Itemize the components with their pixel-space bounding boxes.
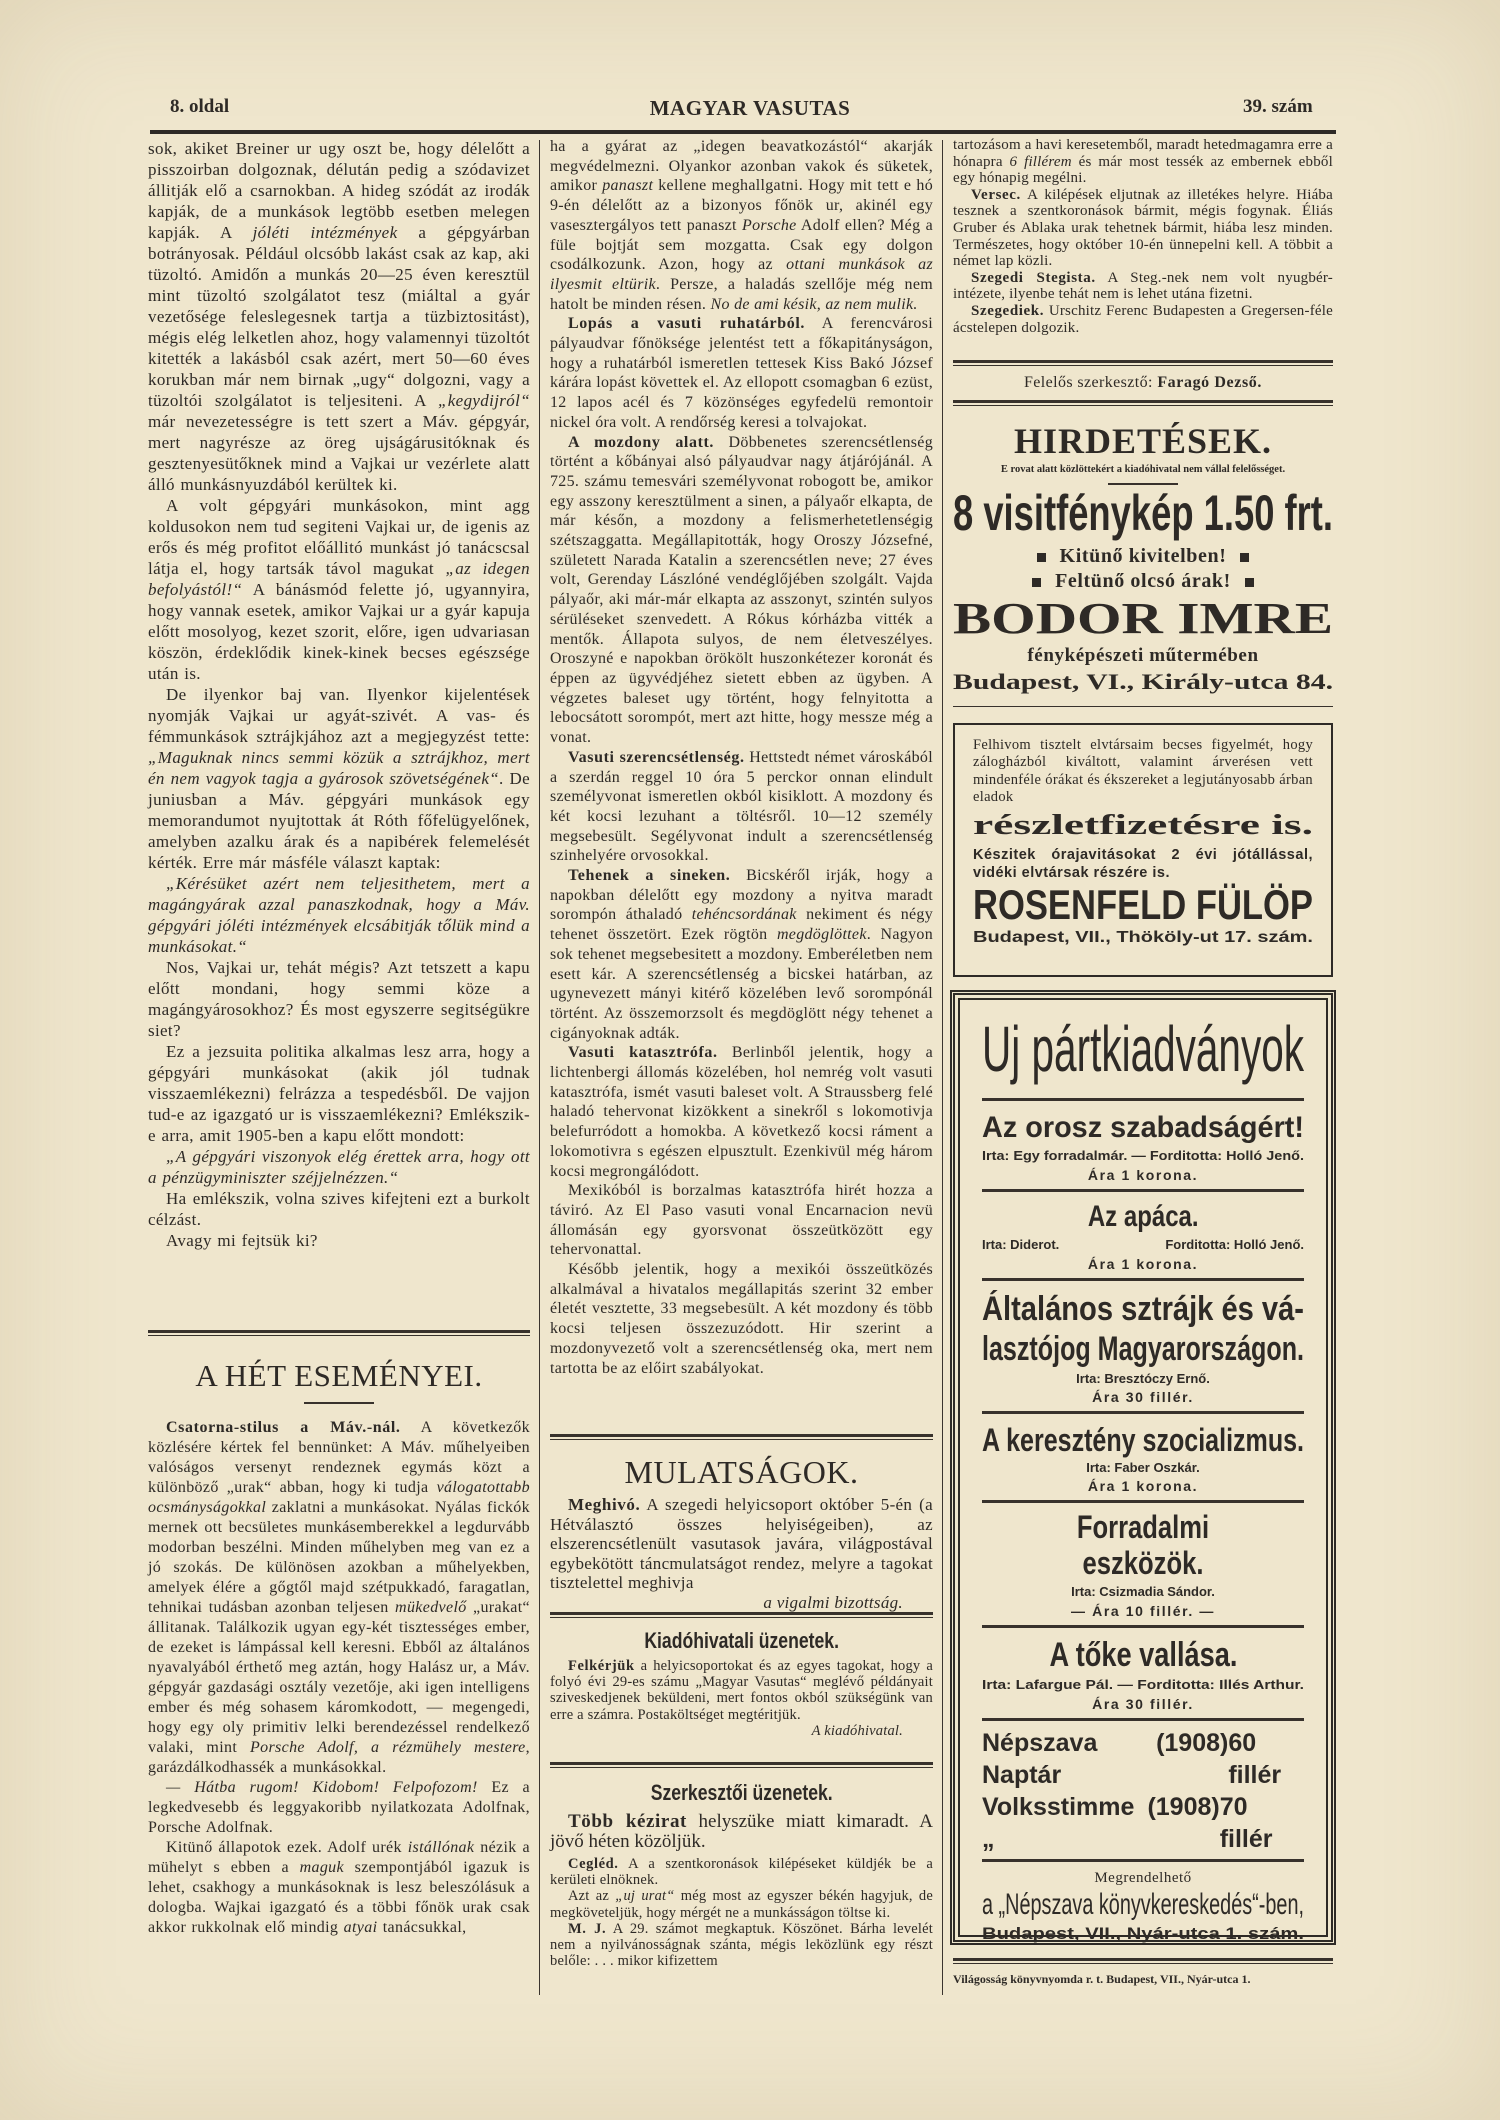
book-author: Irta: Bresztóczy Ernő.: [1076, 1371, 1210, 1386]
text-run: kellene meghallgatni. Hogy mit tett e hó 9-én délelőtt az a bizonyos főnök ur, akinél egy vasesztergályos tett panaszt: [550, 177, 933, 234]
book-price: Ára 30 fillér.: [1092, 1696, 1194, 1712]
book-author-text: Irta: Lafargue Pál. — Forditotta: Illés Arthur.: [982, 1677, 1304, 1692]
article-paragraph: [148, 957, 530, 1041]
text-run: , garázdálkodhassék a munkásokkal.: [148, 1739, 530, 1776]
book-item: [982, 1628, 1304, 1718]
text-run: A ferencvárosi pályaudvar főnöksége jelentést tett a főkapitányságon, hogy a ruhatárból ismeretlen tettesek Kiss Bakó József kárára lopást követtek el. Az ellopott csomagban 6 ezüst, 12 lapos acél és 7 közönséges egyfedelü remontoir nickel óra volt. A rendőrség keresi a tolvajokat.: [550, 315, 934, 431]
text-run: és már most tessék az embernek ebből egy hónapig megélni.: [953, 153, 1333, 187]
book-item: [982, 1414, 1304, 1500]
article-paragraph: [550, 137, 933, 314]
text-run: szempontjából igazuk is lehet, csakhogy a munkásoknak is lesz beleszólásuk a dologba. Wajkai igazgató és a többi főnök urak csak akkor rukkolnak elő mindig: [148, 1859, 530, 1936]
calendar-name: Népszava Naptár: [982, 1729, 1098, 1789]
article-paragraph: [550, 314, 933, 432]
ad-inner-frame: [958, 998, 1328, 1943]
editor-name: Faragó Dezső.: [1157, 374, 1262, 391]
publisher-message: [550, 1658, 933, 1739]
text-run: nekiment és négy tehenet összetört. Ezek rögtön: [550, 906, 933, 944]
article-paragraph: [148, 1230, 530, 1251]
calendar-price: 60 fillér: [1228, 1729, 1282, 1789]
news-column: [550, 137, 933, 1378]
paragraph-lead: Vasuti szerencsétlenség.: [568, 748, 745, 766]
book-author: Irta: Diderot.: [982, 1237, 1060, 1252]
article-paragraph: [148, 1778, 530, 1838]
rule: [953, 400, 1333, 406]
book-title: [982, 1200, 1304, 1234]
text-run: Urschitz Ferenc Budapesten a Gregersen-féle ácstelepen dolgozik.: [953, 302, 1333, 336]
text-run: A a szentkoronások kilépéseket küldjék be a kerületi elnöknek.: [550, 1856, 933, 1889]
text-run: Berlinből jelentik, hogy a lichtenbergi állomás közelében, hol nemrég volt vasuti katasztrófa, ismét vasuti baleset volt. A Straussberg felé haladó tehervonat kizökkent a sinekről s lokomotivja belefurródott a homokba. A következő kocsi ráment a lokomotivra s egészen elpusztult. Ezenkivül még három kocsi megrongálódott.: [550, 1044, 934, 1180]
italic-text: válogatottabb ocsmányságokkal: [148, 1479, 530, 1516]
italic-text: panaszt: [602, 177, 654, 195]
ad-highlight: [973, 808, 1313, 844]
editor-lead-message: [550, 1812, 933, 1852]
text-run: A 29. számot megkaptuk. Köszönet. Bárha levelét nem a nyilvánosságnak szánta, mégis leközlünk egy részt belőle: . . . mikor kifizettem: [550, 1920, 933, 1970]
section-rule: [148, 1330, 530, 1336]
article-paragraph: [550, 1888, 933, 1920]
text-run: ha a gyárat az „idegen beavatkozástól“ akarják megvédelmezni. Olyankor azonban vakok és süketek, amikor: [550, 138, 933, 195]
section-heading: A HÉT ESEMÉNYEI.: [195, 1358, 483, 1393]
article-paragraph: [550, 1658, 933, 1723]
article-paragraph: [550, 1856, 933, 1888]
heading-text: Szerkesztői üzenetek.: [650, 1780, 833, 1805]
article-paragraph: [148, 138, 530, 495]
book-title-text: Az orosz szabadságért!: [982, 1111, 1304, 1144]
book-title: [982, 1422, 1304, 1458]
section-heading: [550, 1628, 933, 1654]
week-events-section: [148, 1330, 530, 1938]
article-paragraph: [148, 873, 530, 957]
bookshop-address: [982, 1923, 1304, 1945]
article-paragraph: [953, 187, 1333, 270]
book-author: [982, 1145, 1304, 1167]
text-run: Hettstedt német városkából a szerdán reggel 10 óra 5 perckor onnan elindult személyvonat ismeretlen okból kisiklott. A mozdony és két kocsi lezuhant a töltésről. 10—12 személy megsebesült. Segélyvonat indult a szerencsétlenség szinhelyére orvosokkal.: [550, 748, 933, 865]
book-title-text: Az apáca.: [1087, 1200, 1199, 1233]
italic-text: „Kérésüket azért nem teljesithetem, mert a magángyárak azzal panaszkodnak, hogy a Máv. gépgyári jóléti intézmények elcsábitják tőlük mind a munkásokat.“: [148, 874, 530, 956]
calendar-year: (1908): [1156, 1729, 1229, 1757]
paragraph-lead: A mozdony alatt.: [568, 433, 715, 451]
square-bullet-icon: [1032, 578, 1041, 587]
text-run: sok, akiket Breiner ur ugy oszt be, hogy délelőtt a pisszoirban dolgoznak, délután pedig a szódavizet állitják elő a csarnokban. A hideg szódát az irodák kapják, de a munkások legtöbb esetben melegen kapják. A: [148, 139, 530, 242]
calendar-item: [982, 1727, 1304, 1791]
paragraph-lead: Lopás a vasuti ruhatárból.: [568, 315, 805, 333]
paragraph-lead: Felkérjük: [568, 1658, 635, 1674]
section-rule: [550, 1434, 933, 1440]
italic-text: — Hátba rugom! Kidobom! Felpofozom!: [166, 1779, 478, 1796]
square-bullet-icon: [1240, 553, 1249, 562]
text-run: De ilyenkor baj van. Ilyenkor kijelentések nyomják Vajkai ur agyát-szivét. A vas- és fémmunkások sztrájkjához azt a megjegyzést tette:: [148, 685, 530, 746]
article-paragraph: [148, 495, 530, 684]
book-price: Ára 1 korona.: [1087, 1478, 1199, 1494]
text-run: Nos, Vajkai ur, tehát mégis? Azt tetszett a kapu előtt mondani, hogy semmi köze a magángyárosokhoz? És most egyszerre segitségükre siet?: [148, 958, 530, 1040]
header-rule: [150, 130, 1336, 134]
rule: [953, 706, 1333, 707]
article-paragraph: [148, 1041, 530, 1146]
text-run: . De juniusban a Máv. gépgyári munkások egy memorandumot nyujtottak át Róth főfelügyelőnek, amelyben azalku árak és a napibérek felemelését kérték. Erre már másféle választ kaptak:: [148, 769, 530, 872]
text-run: A kilépések eljutnak az illetékes helyre. Hiába tesznek a szentkoronások bármit, mégis fogynak. Éliás Gruber és Ablaka urak tehetnek bármit, hiába lesz minden. Természetes, hogy október 10-én ünnepelni kell. A többit a német lap közli.: [953, 186, 1333, 270]
paragraph-lead: Több kézirat: [568, 1811, 687, 1832]
book-item: [982, 1192, 1304, 1278]
paragraph-lead: Versec.: [971, 186, 1021, 203]
highlight-text: részletfizetésre is.: [973, 810, 1313, 842]
text-run: Később jelentik, hogy a mexikói összeütközés alkalmával a hivatalos megállapitás szerint 32 ember életét vesztette, 33 megsebesült. A két mozdony és több kocsi teljesen összezuzódott. Hir szerint a mozdonyvezető volt a szerencsétlenség oka, mert nem tartotta be az előirt szabályokat.: [550, 1261, 933, 1377]
paragraph-lead: Csatorna-stilus a Máv.-nál.: [166, 1419, 401, 1436]
calendar-name: Volksstimme „: [982, 1793, 1135, 1853]
book-title: [982, 1111, 1304, 1145]
article-paragraph: [148, 1838, 530, 1938]
text-run: a gépgyárban botrányosak. Például olcsóbb lakást csak az kap, aki tüzoltó. Amidőn a munkás 20—25 éven keresztül mint tüzoltó szolgálatot tesz (miáltal a gyár vezetősége feleslegesnek tartja a tüzbiztositást), mégis elég lelketlen ahoz, hogy valamennyi tüzoltót kitették a lakásból csak azért, mert 50—60 éves korukban már nem birnak „ugy“ dolgozni, vagy a tüzoltói szolgálatot is teljesiteni. A: [148, 223, 530, 410]
text-run: Bicskéről irják, hogy a napokban délelőtt egy mozdony a nyitva maradt sorompón áthaladó: [550, 867, 933, 924]
section-rule: [550, 1762, 933, 1768]
issue-number: 39. szám: [1243, 96, 1313, 117]
address-text: Budapest, VII., Thököly-ut 17. szám.: [973, 929, 1313, 947]
text-run: Adolf ellen? Még a füle bojtját sem mozgatta. Csak egy dolgon csodálkozunk. Azon, hogy az: [550, 216, 933, 274]
article-paragraph: [953, 270, 1333, 303]
paragraph-lead: Szegediek.: [971, 302, 1045, 319]
publisher-messages-section: [550, 1612, 933, 1739]
book-item: [982, 1281, 1304, 1411]
ads-header: [953, 420, 1333, 485]
watchmaker-address: [973, 928, 1313, 948]
studio-label: fényképészeti műtermében: [1027, 645, 1259, 666]
square-bullet-icon: [1037, 553, 1046, 562]
text-run: még most az egyszer békén hagyjuk, de megköveteljük, hogy mérgét ne a munkásságon töltse ki.: [550, 1888, 934, 1921]
text-run: Ez a jezsuita politika alkalmas lesz arra, hogy a gépgyári munkásokat (akik jól tudnak visszaemlékezni) felrázza a tespedésből. De vajjon tud-e az igazgató ur is visszaemlékezni? Emlékszik-e arra, amit 1905-ben a kapu előtt mondott:: [148, 1042, 530, 1145]
headline-text: 8 visitfénykép 1.50 frt.: [953, 485, 1333, 541]
calendar-year: (1908): [1147, 1793, 1220, 1821]
italic-text: „kegydijról“: [437, 391, 530, 410]
book-title-text: Forradalmi eszközök.: [1076, 1509, 1210, 1581]
italic-text: a vigalmi bizottság.: [763, 1592, 903, 1612]
book-translator: Forditotta: Holló Jenő.: [1165, 1237, 1304, 1252]
article-paragraph: [550, 433, 933, 748]
book-title-text: lasztójog Magyarországon.: [982, 1330, 1304, 1368]
masthead-title: MAGYAR VASUTAS: [649, 96, 851, 120]
book-item: [982, 1503, 1304, 1625]
text-run: zaklatni a munkásokat. Nyálas fickók mernek ott becsületes munkásemberekkel a legdurvább modorban beszélni. Minden műhelyben meg van ez a jó szokás. De különösen azokban a műhelyekben, amelyek élére a gőgtől majd szétpukkadó, faragatlan, tehnikai tudásban azonban teljesen: [148, 1499, 530, 1616]
column-divider: [539, 140, 540, 1995]
party-publications-ad: [950, 990, 1336, 1945]
article-continuation: [148, 138, 530, 1251]
article-paragraph: [953, 137, 1333, 187]
book-author: Irta: Csizmadia Sándor.: [1071, 1584, 1215, 1599]
italic-text: ottani munkások az ilyesmit eltürik: [550, 256, 933, 293]
book-author: Irta: Faber Oszkár.: [1086, 1460, 1200, 1475]
studio-address: [953, 668, 1333, 696]
text-run: nézik a mühelyt s ebben a: [148, 1839, 530, 1876]
ad-line-text: Kitünő kivitelben!: [1059, 545, 1227, 567]
text-run: Ez a legkedvesebb és leggyakoribb nyilatkozata Adolfnak, Porsche Adolfnak.: [148, 1779, 530, 1836]
article-paragraph: [550, 1260, 933, 1378]
italic-text: istállónak: [407, 1839, 475, 1856]
calendar-price: 70 fillér: [1219, 1793, 1273, 1853]
section-heading: [550, 1780, 933, 1806]
book-title-text: A keresztény szocializmus.: [982, 1422, 1304, 1458]
entertainment-section: [550, 1434, 933, 1612]
text-run: tartozásom a havi keresetemből, maradt hetedmagamra erre a hónapra: [953, 137, 1333, 170]
italic-text: No de ami késik, az nem mulik.: [710, 295, 918, 313]
footer-rule: [953, 1958, 1333, 1964]
text-run: A bánásmód felette jó, ugyannyira, hogy vannak esetek, amikor Vajkai ur a gyár kapuja előtt mosolyog, kezet szorit, előre, igen udvariasan köszön, érdeklődik kinek-kinek becses egészsége után is.: [148, 580, 530, 683]
ad-headline: [953, 486, 1333, 540]
text-run: . Nagyon sok tehenet megsebesitett a mozdony. Emberéletben nem esett kár. A szerencsétlenség a bicskei határban, az ugynevezett mányi kitérő közelében levő sorompónál történt. Az összemorzsolt és megdöglött négy tehenet a cigányoknak adták.: [550, 926, 933, 1042]
ad-repair: Készitek órajavitásokat 2 évi jótállással, vidéki elvtársak részére is.: [973, 847, 1313, 882]
column-divider: [942, 140, 943, 1995]
events-list: [148, 1418, 530, 1938]
editor-notes: [953, 137, 1333, 336]
name-text: ROSENFELD FÜLÖP: [973, 881, 1313, 929]
ads-heading: HIRDETÉSEK.: [1013, 421, 1273, 461]
italic-text: Porsche: [742, 216, 797, 234]
paragraph-lead: Meghivó.: [568, 1495, 641, 1514]
italic-text: „A gépgyári viszonyok elég érettek arra, hogy ott a pénzügyminiszter széjjelnézzen.“: [148, 1147, 530, 1187]
italic-text: Porsche Adolf, a rézmühely mestere: [250, 1739, 526, 1756]
address-text: Budapest, VII., Nyár-utca 1. szám.: [982, 1924, 1304, 1943]
page-number: 8. oldal: [170, 96, 230, 117]
paragraph-lead: Szegedi Stegista.: [971, 269, 1096, 286]
italic-text: „az idegen befolyástól!“: [148, 559, 531, 599]
italic-text: 6 fillérem: [1009, 153, 1072, 170]
book-price: — Ára 10 fillér. —: [1071, 1603, 1215, 1619]
calendar-list: [982, 1721, 1304, 1859]
title-text: Uj pártkiadványok: [982, 1013, 1304, 1085]
editor-label: Felelős szerkesztő:: [1024, 374, 1153, 391]
book-price: Ára 30 fillér.: [1092, 1389, 1194, 1405]
book-credits: [982, 1234, 1304, 1256]
text-run: A Steg.-nek nem volt nyugbér-intézete, ilyenbe tehát nem is lehet utána fizetni.: [953, 269, 1333, 303]
rule: [953, 360, 1333, 366]
italic-text: „Maguknak nincs semmi közük a sztrájkhoz, mert én nem vagyok tagja a gyárosok szövetségének“: [148, 748, 530, 788]
text-run: „urakat“ állitanak. Találkozik ugyan egy-két tisztességes ember, de ezeket is lámpással kell keresni. Ebből az általános nyavalyából érthető meg aztán, hogy Halász ur, a Máv. gépgyár gazdasági osztály vezetője, aki igen intelligens ember és még sohasem káromkodott, — megengedi, hogy egy oly primitiv lelki berendezéssel rendelkező valaki, mint: [148, 1599, 530, 1756]
article-paragraph: [550, 1043, 933, 1181]
book-author: [982, 1674, 1304, 1696]
book-title: [982, 1509, 1304, 1581]
book-price: Ára 1 korona.: [1087, 1167, 1199, 1183]
photo-studio-ad: [953, 486, 1333, 707]
text-run: a helyicsoportokat és az egyes tagokat, hogy a folyó évi 29-es számu „Magyar Vasutas“ meglévő példányait sziveskedjenek beküldeni, mert fontos okból szükségünk van erre a számra. Postaköltséget megtéritjük.: [550, 1658, 933, 1723]
editor-credit-line: [953, 374, 1333, 392]
square-bullet-icon: [1245, 578, 1254, 587]
article-paragraph: [148, 684, 530, 873]
ads-disclaimer: E rovat alatt közlöttekért a kiadóhivatal nem vállal felelősséget.: [1000, 464, 1286, 475]
article-paragraph: [550, 1723, 933, 1739]
text-run: A szegedi helyicsoport október 5-én (a Hétválasztó összes helyiségeiben), az elszerencsétlenült vasutasok javára, világpostával egybekötött táncmulatságot rendez, melyre a tagokat tisztelettel meghivja: [550, 1495, 933, 1592]
article-paragraph: [148, 1188, 530, 1230]
book-author-text: Irta: Egy forradalmár. — Forditotta: Holló Jenő.: [982, 1148, 1304, 1163]
name-text: BODOR IMRE: [953, 594, 1333, 643]
article-paragraph: [550, 1181, 933, 1260]
italic-text: mükedvelő: [395, 1599, 467, 1616]
text-run: A volt gépgyári munkásokon, mint agg koldusokon nem tud segiteni Vajkai ur, de igenis az erős és még profitot előállitó munkást jó tanácscsal látja el, hogy tartsák távol magukat: [148, 496, 530, 578]
ad-line: [953, 569, 1333, 594]
paragraph-lead: Vasuti katasztrófa.: [568, 1044, 718, 1062]
photographer-name: [953, 594, 1333, 644]
paragraph-lead: Tehenek a sineken.: [568, 867, 731, 885]
heading-text: Kiadóhivatali üzenetek.: [644, 1628, 839, 1653]
paragraph-lead: M. J.: [568, 1920, 607, 1937]
book-item: [982, 1101, 1304, 1189]
book-title-continued: [982, 1329, 1304, 1369]
book-title-text: A tőke vallása.: [1048, 1636, 1237, 1674]
text-run: . Persze, a haladás szellője még nem hatolt be minden résen.: [550, 275, 933, 313]
article-paragraph: [550, 1593, 933, 1613]
article-paragraph: [550, 1495, 933, 1593]
text-run: már nevezetességre is tett szert a Máv. gépgyár, mert nagyrésze az öreg ujságárusitóknak és gesztenyesütőknek mind a Vajkai ur vezérlete alatt álló munkásnyuzdából kerültek ki.: [148, 412, 530, 494]
ad-line-text: Feltünő olcsó árak!: [1055, 570, 1231, 592]
text-run: Ha emlékszik, volna szives kifejteni ezt a burkolt célzást.: [148, 1189, 530, 1229]
text-run: helyszüke miatt kimaradt. A jövő héten közöljük.: [550, 1811, 933, 1852]
ad-title: [982, 1006, 1304, 1092]
italic-text: maguk: [299, 1859, 344, 1876]
article-paragraph: [550, 748, 933, 866]
article-paragraph: [550, 1812, 933, 1852]
text-run: Avagy mi fejtsük ki?: [166, 1231, 318, 1250]
rule: [982, 1859, 1304, 1862]
watch-seller-ad: [953, 723, 1333, 977]
italic-text: A kiadóhivatal.: [811, 1722, 903, 1739]
article-paragraph: [550, 1921, 933, 1970]
text-run: Mexikóból is borzalmas katasztrófa hirét hozza a táviró. Az El Paso vasuti vonal Encarnacion nevü állomásán egy gyorsvonat összeütközött egy tehervonattal.: [550, 1182, 933, 1259]
address-text: Budapest, VI., Király-utca 84.: [953, 669, 1333, 694]
bookshop-text: a „Népszava könyvkereskedés“-ben,: [982, 1888, 1304, 1921]
italic-text: „uj urat“: [615, 1888, 675, 1905]
text-run: Kitünő állapotok ezek. Adolf urék: [166, 1839, 408, 1856]
bookshop-name: [982, 1887, 1304, 1923]
article-paragraph: [953, 303, 1333, 336]
article-paragraph: [550, 866, 933, 1043]
book-price: Ára 1 korona.: [1087, 1256, 1199, 1272]
paragraph-lead: Cegléd.: [568, 1856, 619, 1872]
italic-text: megdöglöttek: [776, 926, 867, 944]
printer-imprint: Világosság könyvnyomda r. t. Budapest, VII., Nyár-utca 1.: [953, 1972, 1251, 1986]
text-run: Azt az: [568, 1888, 616, 1905]
editor-messages-section: [550, 1762, 933, 1969]
article-paragraph: [148, 1418, 530, 1778]
section-rule: [550, 1612, 933, 1618]
invitation: [550, 1495, 933, 1612]
book-title: [982, 1636, 1304, 1674]
text-run: Döbbenetes szerencsétlenség történt a kőbányai alsó pályaudvar nagy átjárójánál. A 725. számu temesvári személyvonat robogott be, amikor egy asszony keresztülment a sinen, a pályaőr elkapta, de már későn, a mozdony a felismerhetetlenségig szétszaggatta. Megállapitották, hogy Oroszy Józsefné, született Narada Katalin a szerencsétlen neve; 27 éves volt, Gerenday Lászlóné vendéglőjében szolgált. Vajda pályaőr, aki már-már elkapta az asszonyt, szintén sulyos sérüléseket szenvedett. A Rókus kórházba vitték a mentők. Állapota sulyos, de nem életveszélyes. Oroszyné e napokban örökölt huszonkétezer koronát és éppen az ügyvédjéhez sietett ebben az ügyben. A végzetes baleset ugy történt, hogy felnyitotta a lebocsátott sorompót, mert azt hitte, hogy messze még a vonat.: [550, 433, 933, 747]
editor-messages: [550, 1856, 933, 1969]
book-title-text: Általános sztrájk és vá-: [982, 1290, 1304, 1328]
italic-text: jóléti intézmények: [252, 223, 398, 242]
watchmaker-name: [973, 882, 1313, 928]
editor-credit: [953, 360, 1333, 406]
short-rule: [304, 1402, 374, 1404]
text-run: A következők közlésére kértek fel bennünket: A Máv. műhelyeiben valóságos versenyt rendeznek egymás közt a különböző „urak“ abban, hogy ki tudja: [148, 1419, 530, 1496]
text-run: tanácsukkal,: [377, 1919, 467, 1936]
italic-text: atyai: [343, 1919, 378, 1936]
book-title: [982, 1289, 1304, 1329]
article-paragraph: [148, 1146, 530, 1188]
order-label: Megrendelhető: [1094, 1870, 1192, 1886]
ad-intro: Felhivom tisztelt elvtársaim becses figyelmét, hogy zálogházból kiváltott, valamint árverésen vett mindenféle órákat és ékszereket a legjutányosabb árban eladok: [973, 737, 1313, 805]
section-heading: MULATSÁGOK.: [624, 1454, 859, 1490]
ad-line: [953, 544, 1333, 569]
italic-text: tehéncsordának: [691, 906, 797, 924]
calendar-item: [982, 1791, 1304, 1855]
